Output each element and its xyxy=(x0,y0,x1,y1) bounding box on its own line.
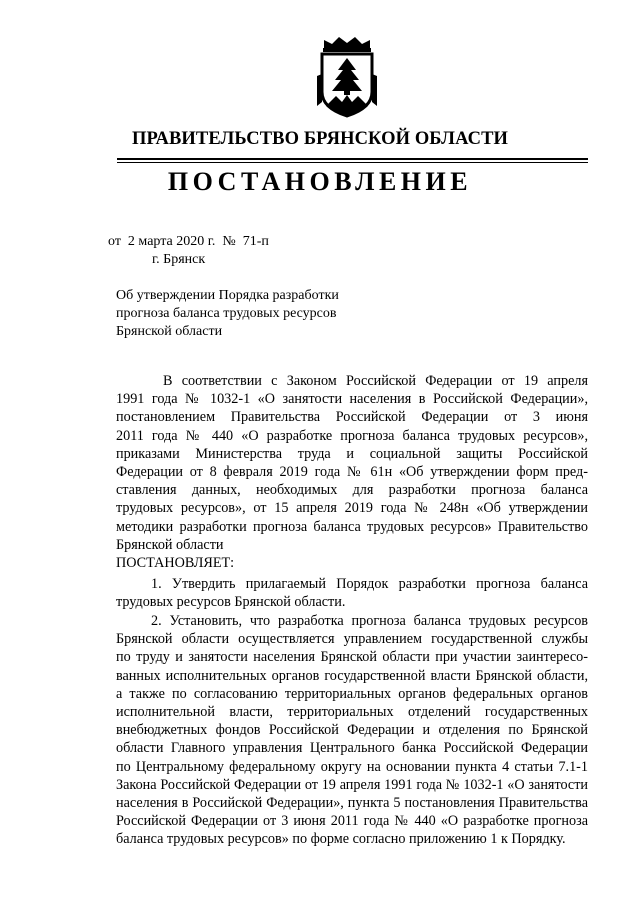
text-line: трудовых ресурсов Брянской области. xyxy=(116,594,346,611)
text-line: ставления данных, необходимых для разработки прогноза баланса xyxy=(116,482,588,499)
text-line: 1. Утвердить прилагаемый Порядок разработки прогноза баланса xyxy=(151,576,588,592)
text-line: методики разработки прогноза баланса трудовых ресурсов» Правительство xyxy=(116,518,588,535)
text-line: Российской Федерации от 3 июня 2011 года № 440 «О разработке прогноза xyxy=(116,813,588,830)
bryansk-coat-of-arms-icon xyxy=(314,36,380,118)
header-rule-thin xyxy=(117,162,588,163)
text-line: исполнительной власти, территориальных отделений государственных xyxy=(116,704,588,721)
date-number-line: от 2 марта 2020 г. № 71-п xyxy=(108,234,269,249)
text-line: Закона Российской Федерации от 19 апреля 1991 года № 1032-1 «О занятости xyxy=(116,776,588,793)
text-line: Брянской области осуществляется управлением государственной службы xyxy=(116,631,588,648)
city-line: г. Брянск xyxy=(152,252,206,267)
text-line: баланса трудовых ресурсов» по форме согласно приложению 1 к Порядку. xyxy=(116,831,566,848)
item-2-paragraph xyxy=(116,612,588,849)
text-line: ванных исполнительных органов государственной власти Брянской области, xyxy=(116,667,588,684)
organization-title: ПРАВИТЕЛЬСТВО БРЯНСКОЙ ОБЛАСТИ xyxy=(131,129,508,149)
subject-line: Об утверждении Порядка разработки xyxy=(116,288,339,303)
preamble-paragraph xyxy=(116,372,588,572)
item-1-paragraph xyxy=(116,575,588,611)
subject-line: прогноза баланса трудовых ресурсов xyxy=(116,306,337,321)
text-line: области Главного управления Центрального банка Российской Федерации xyxy=(116,740,588,757)
text-line: Федерации от 8 февраля 2019 года № 61н «Об утверждении форм пред- xyxy=(116,464,588,481)
subject-line: Брянской области xyxy=(116,324,223,339)
text-line: трудовых ресурсов», от 15 апреля 2019 года № 248н «Об утверждении xyxy=(116,500,588,517)
text-line: 1991 года № 1032-1 «О занятости населения в Российской Федерации», xyxy=(116,391,588,408)
text-line: 2011 года № 440 «О разработке прогноза баланса трудовых ресурсов», xyxy=(116,427,588,444)
text-line: а также по согласованию территориальных органов федеральных органов xyxy=(116,685,588,702)
text-line: внебюджетных фондов Российской Федерации и отделения по Брянской xyxy=(116,722,588,739)
text-line: 2. Установить, что разработка прогноза баланса трудовых ресурсов xyxy=(151,613,588,629)
document-subject xyxy=(116,287,339,341)
text-line: Брянской области xyxy=(116,536,224,553)
text-line: приказами Министерства труда и социальной защиты Российской xyxy=(116,445,588,462)
header-rule-thick xyxy=(117,158,588,160)
resolves-keyword: ПОСТАНОВЛЯЕТ: xyxy=(116,555,235,572)
text-line: В соответствии с Законом Российской Федерации от 19 апреля xyxy=(163,373,588,389)
text-line: населения в Российской Федерации», пункта 5 постановления Правительства xyxy=(116,795,588,812)
text-line: по труду и занятости населения Брянской области при участии заинтересо- xyxy=(116,649,588,666)
text-line: постановлением Правительства Российской Федерации от 3 июня xyxy=(116,409,588,426)
document-type-heading: ПОСТАНОВЛЕНИЕ xyxy=(167,167,473,196)
text-line: по Центральному федеральному округу на основании пункта 4 статьи 7.1-1 xyxy=(116,758,588,775)
